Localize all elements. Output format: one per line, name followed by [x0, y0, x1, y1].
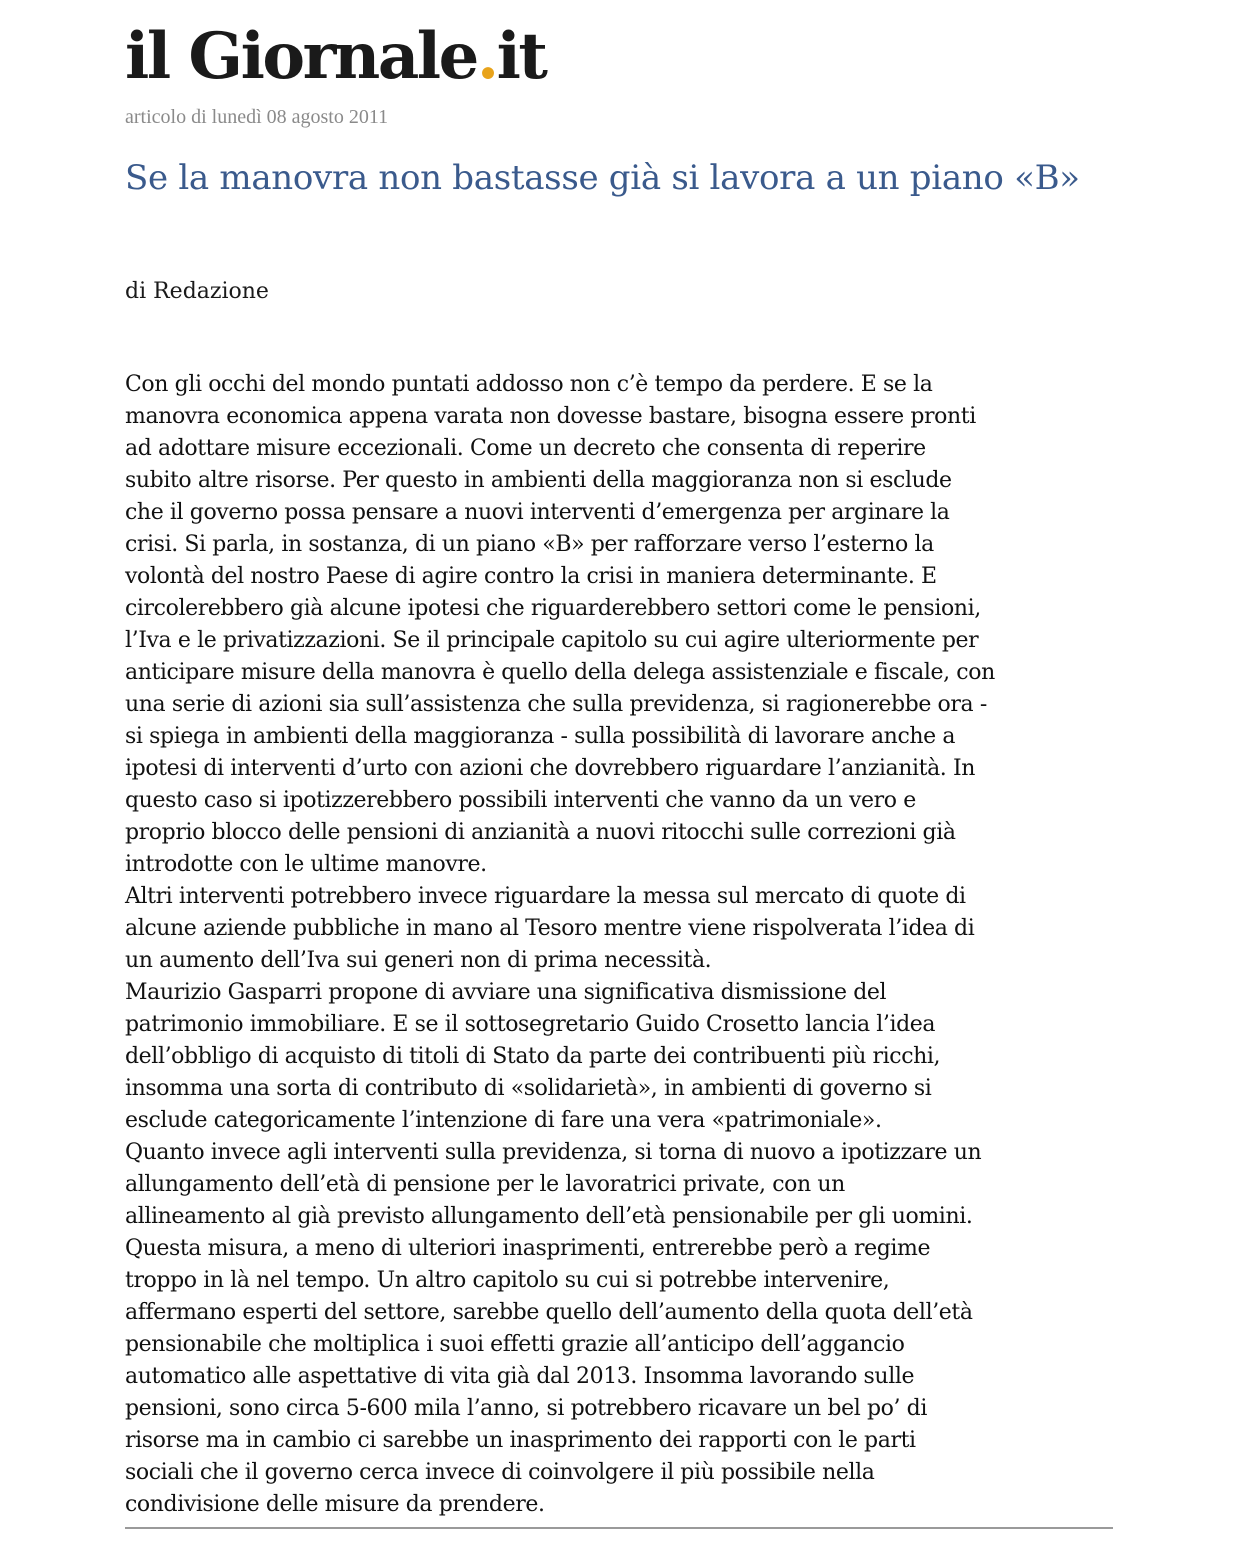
article-body-line: automatico alle aspettative di vita già dal 2013. Insomma lavorando sulle — [125, 1364, 915, 1389]
article-body-line: ad adottare misure eccezionali. Come un decreto che consenta di reperire — [125, 436, 926, 461]
article-body-line: circolerebbero già alcune ipotesi che riguarderebbero settori come le pensioni, — [125, 596, 981, 621]
article-body-line: Altri interventi potrebbero invece riguardare la messa sul mercato di quote di — [125, 884, 966, 909]
article-body-line: un aumento dell’Iva sui generi non di prima necessità. — [125, 948, 712, 973]
article-body-line: ipotesi di interventi d’urto con azioni che dovrebbero riguardare l’anzianità. In — [125, 756, 976, 781]
article-body-line: patrimonio immobiliare. E se il sottosegretario Guido Crosetto lancia l’idea — [125, 1012, 936, 1037]
article-body-line: questo caso si ipotizzerebbero possibili interventi che vanno da un vero e — [125, 788, 916, 813]
logo-dot: . — [476, 19, 497, 94]
article-author: di Redazione — [125, 279, 269, 304]
article-body-line: l’Iva e le privatizzazioni. Se il principale capitolo su cui agire ulteriormente per — [125, 628, 979, 653]
article-body-line: introdotte con le ultime manovre. — [125, 852, 487, 877]
article-body-line: sociali che il governo cerca invece di coinvolgere il più possibile nella — [125, 1460, 875, 1485]
article-body-line: volontà del nostro Paese di agire contro la crisi in maniera determinante. E — [125, 564, 937, 589]
logo-name: il Giornale — [125, 19, 477, 94]
article-body-line: dell’obbligo di acquisto di titoli di Stato da parte dei contribuenti più ricchi, — [125, 1044, 941, 1069]
footer-divider — [125, 1527, 1113, 1529]
article-dateline: articolo di lunedì 08 agosto 2011 — [125, 106, 389, 128]
article-body-line: affermano esperti del settore, sarebbe quello dell’aumento della quota dell’età — [125, 1300, 973, 1325]
site-logo[interactable] — [125, 19, 546, 94]
article-body-line: Maurizio Gasparri propone di avviare una significativa dismissione del — [125, 980, 887, 1005]
article-body — [125, 369, 1115, 1521]
article-body-line: anticipare misure della manovra è quello della delega assistenziale e fiscale, con — [125, 660, 995, 685]
article-body-line: risorse ma in cambio ci sarebbe un inasprimento dei rapporti con le parti — [125, 1428, 916, 1453]
article-body-line: una serie di azioni sia sull’assistenza che sulla previdenza, si ragionerebbe ora - — [125, 692, 987, 717]
article-body-line: condivisione delle misure da prendere. — [125, 1492, 545, 1517]
article-body-line: che il governo possa pensare a nuovi interventi d’emergenza per arginare la — [125, 500, 950, 525]
article-body-line: Con gli occhi del mondo puntati addosso non c’è tempo da perdere. E se la — [125, 372, 933, 397]
article-body-line: pensioni, sono circa 5-600 mila l’anno, si potrebbero ricavare un bel po’ di — [125, 1396, 927, 1421]
article-body-line: si spiega in ambienti della maggioranza - sulla possibilità di lavorare anche a — [125, 724, 956, 749]
article-body-line: manovra economica appena varata non dovesse bastare, bisogna essere pronti — [125, 404, 976, 429]
logo-tld: it — [496, 19, 546, 94]
article-body-line: esclude categoricamente l’intenzione di fare una vera «patrimoniale». — [125, 1108, 882, 1133]
article-body-line: proprio blocco delle pensioni di anzianità a nuovi ritocchi sulle correzioni già — [125, 820, 956, 845]
article-body-line: Quanto invece agli interventi sulla previdenza, si torna di nuovo a ipotizzare un — [125, 1140, 982, 1165]
article-body-line: allungamento dell’età di pensione per le lavoratrici private, con un — [125, 1172, 845, 1197]
article-body-line: subito altre risorse. Per questo in ambienti della maggioranza non si esclude — [125, 468, 952, 493]
article-body-line: crisi. Si parla, in sostanza, di un piano «B» per rafforzare verso l’esterno la — [125, 532, 934, 557]
article-body-line: insomma una sorta di contributo di «solidarietà», in ambienti di governo si — [125, 1076, 932, 1101]
article-title: Se la manovra non bastasse già si lavora a un piano «B» — [125, 158, 1080, 198]
article-body-line: troppo in là nel tempo. Un altro capitolo su cui si potrebbe intervenire, — [125, 1268, 890, 1293]
article-body-line: pensionabile che moltiplica i suoi effetti grazie all’anticipo dell’aggancio — [125, 1332, 905, 1357]
article-body-line: alcune aziende pubbliche in mano al Tesoro mentre viene rispolverata l’idea di — [125, 916, 975, 941]
article-body-line: Questa misura, a meno di ulteriori inasprimenti, entrerebbe però a regime — [125, 1236, 931, 1261]
article-body-line: allineamento al già previsto allungamento dell’età pensionabile per gli uomini. — [125, 1204, 973, 1229]
